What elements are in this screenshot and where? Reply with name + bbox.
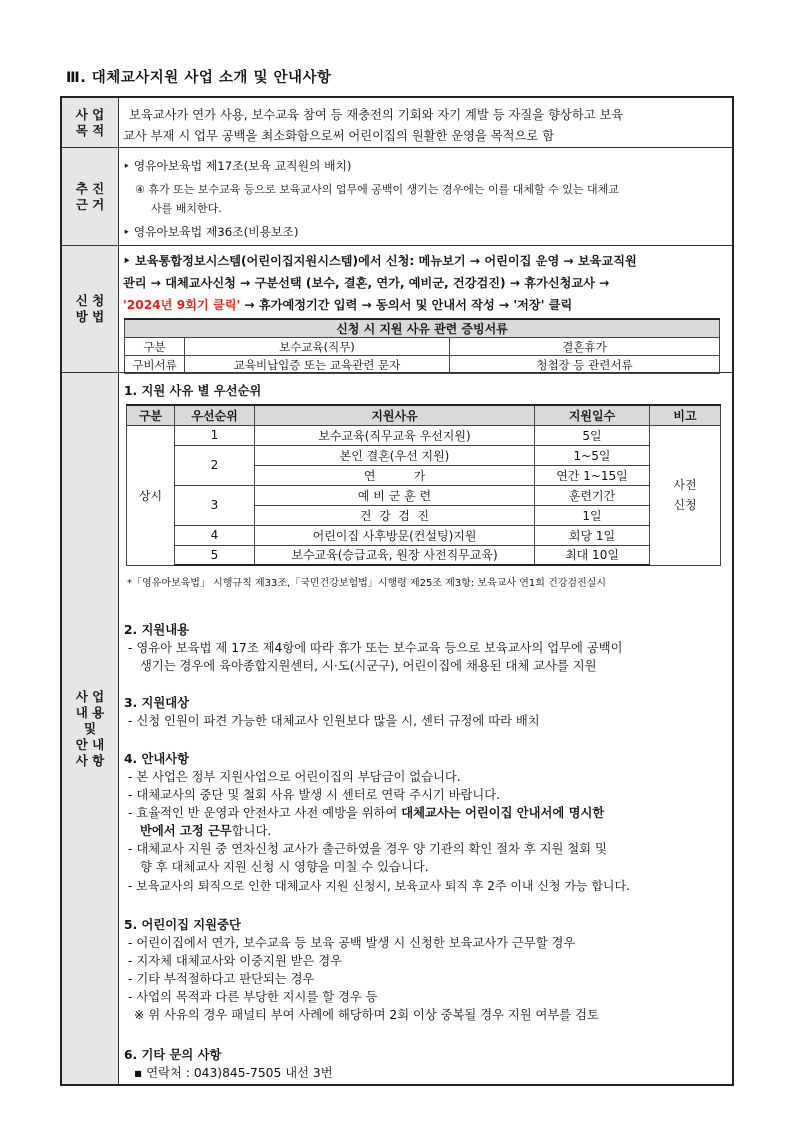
priority-days: 1~5일	[535, 445, 650, 465]
evidence-wedding-docs: 청첩장 등 관련서류	[450, 356, 720, 374]
priority-header-category: 구분	[127, 405, 175, 425]
priority-row	[127, 545, 721, 565]
section-4-line-2: - 대체교사의 중단 및 철회 사유 발생 시 센터로 연락 주시기 바랍니다.	[128, 788, 501, 802]
evidence-header-wedding: 결혼휴가	[450, 338, 720, 356]
row-purpose	[62, 98, 732, 148]
evidence-header-category: 구분	[125, 338, 185, 356]
section-5-line-1: - 어린이집에서 연가, 보수교육 등 보육 공백 발생 시 신청한 보육교사가 근무할 경우	[128, 936, 576, 950]
evidence-title: 신청 시 지원 사유 관련 증빙서류	[125, 319, 720, 338]
priority-remark: 사전 신청	[650, 425, 721, 565]
purpose-line-2: 교사 부재 시 업무 공백을 최소화함으로써 어린이집의 원활한 운영을 목적으로 함	[123, 129, 555, 143]
priority-row	[127, 425, 721, 445]
section-2-line-2: 생기는 경우에 육아종합지원센터, 시·도(시군구), 어린이집에 채용된 대체 교사를 지원	[140, 659, 597, 673]
method-line-2: 관리 → 대체교사신청 → 구분선택 (보수, 결혼, 연가, 예비군, 건강검진) → 휴가신청교사 →	[123, 276, 610, 290]
priority-row	[127, 525, 721, 545]
page-title: Ⅲ. 대체교사지원 사업 소개 및 안내사항	[66, 70, 332, 86]
method-line-3	[123, 296, 572, 313]
priority-reason: 연 가	[255, 465, 535, 485]
priority-row	[127, 445, 721, 465]
priority-reason: 건 강 검 진	[255, 505, 535, 525]
priority-days: 5일	[535, 425, 650, 445]
section-4-line-5: - 대체교사 지원 중 연차신청 교사가 출근하였을 경우 양 기관의 확인 절차 후 지원 철회 및	[128, 842, 607, 856]
section-6-title: 6. 기타 문의 사항	[124, 1048, 222, 1062]
section-4-line-3-bold: 대체교사는 어린이집 안내서에 명시한	[401, 806, 605, 820]
priority-rank: 3	[175, 485, 255, 525]
section-4-line-4	[140, 821, 271, 839]
priority-days: 1일	[535, 505, 650, 525]
priority-header-reason: 지원사유	[255, 405, 535, 425]
purpose-label: 사 업 목 적	[75, 106, 105, 138]
priority-days: 훈련기간	[535, 485, 650, 505]
evidence-header-training: 보수교육(직무)	[185, 338, 450, 356]
row-basis	[62, 148, 732, 246]
priority-reason: 보수교육(승급교육, 원장 사전직무교육)	[255, 545, 535, 565]
section-4-line-3	[128, 803, 604, 821]
section-5-line-4: - 사업의 목적과 다른 부당한 지시를 할 경우 등	[128, 990, 378, 1004]
priority-days: 회당 1일	[535, 525, 650, 545]
content-label-cell	[62, 373, 119, 1084]
section-2-title: 2. 지원내용	[124, 623, 190, 637]
priority-reason: 보수교육(직무교육 우선지원)	[255, 425, 535, 445]
section-5-title: 5. 어린이집 지원중단	[124, 918, 241, 932]
priority-header-days: 지원일수	[535, 405, 650, 425]
purpose-content	[119, 98, 732, 147]
basis-line-4: ‣ 영유아보육법 제36조(비용보조)	[123, 225, 299, 239]
section-1-title: 1. 지원 사유 별 우선순위	[124, 384, 262, 398]
priority-reason: 어린이집 사후방문(컨설팅)지원	[255, 525, 535, 545]
content-label: 사 업 내 용 및 안 내 사 항	[75, 688, 105, 768]
section-4-line-4-text: 합니다.	[231, 824, 272, 838]
evidence-table	[124, 318, 720, 374]
section-6-contact: ▪ 연락처 : 043)845-7505 내선 3번	[134, 1066, 333, 1080]
evidence-row-label: 구비서류	[125, 356, 185, 374]
priority-row	[127, 485, 721, 505]
section-4-line-6: 향 후 대체교사 지원 신청 시 영향을 미칠 수 있습니다.	[140, 860, 429, 874]
method-label-cell	[62, 246, 119, 372]
priority-rank: 1	[175, 425, 255, 445]
priority-reason: 본인 결혼(우선 지원)	[255, 445, 535, 465]
section-4-line-4-bold: 반에서 고정 근무	[140, 824, 232, 838]
method-line-3-rest: → 휴가예정기간 입력 → 동의서 및 안내서 작성 → '저장' 클릭	[240, 298, 573, 312]
priority-rank: 4	[175, 525, 255, 545]
method-highlight: '2024년 9회기 클릭'	[123, 298, 241, 312]
basis-line-2: ④ 휴가 또는 보수교육 등으로 보육교사의 업무에 공백이 생기는 경우에는 이를 대체할 수 있는 대체교	[135, 183, 619, 196]
basis-label-cell	[62, 148, 119, 245]
basis-line-3: 사를 배치한다.	[151, 202, 222, 215]
priority-header-remark: 비고	[650, 405, 721, 425]
section-5-line-3: - 기타 부적절하다고 판단되는 경우	[128, 972, 315, 986]
section-4-line-7: - 보육교사의 퇴직으로 인한 대체교사 지원 신청시, 보육교사 퇴직 후 2주 이내 신청 가능 합니다.	[128, 879, 630, 893]
method-line-1: ‣ 보육통합정보시스템(어린이집지원시스템)에서 신청: 메뉴보기 → 어린이집 운영 → 보육교직원	[123, 254, 637, 268]
section-5-line-2: - 지자체 대체교사와 이중지원 받은 경우	[128, 954, 343, 968]
section-3-title: 3. 지원대상	[124, 696, 190, 710]
section-2-line-1: - 영유아 보육법 제 17조 제4항에 따라 휴가 또는 보수교육 등으로 보육교사의 업무에 공백이	[128, 641, 623, 655]
section-4-line-3-text: - 효율적인 반 운영과 안전사고 사전 예방을 위하여	[128, 806, 402, 820]
priority-rank: 5	[175, 545, 255, 565]
section-4-line-1: - 본 사업은 정부 지원사업으로 어린이집의 부담금이 없습니다.	[128, 770, 461, 784]
purpose-line-1: 보육교사가 연가 사용, 보수교육 참여 등 재충전의 기회와 자기 계발 등 자질을 향상하고 보육	[129, 108, 624, 122]
priority-days: 연간 1~15일	[535, 465, 650, 485]
method-label: 신 청 방 법	[75, 293, 105, 324]
basis-line-1: ‣ 영유아보육법 제17조(보육 교직원의 배치)	[123, 159, 352, 173]
evidence-training-docs: 교육비납입증 또는 교육관련 문자	[185, 356, 450, 374]
section-5-line-5: ※ 위 사유의 경우 패널티 부여 사례에 해당하며 2회 이상 중복될 경우 지원 여부를 검토	[134, 1008, 599, 1022]
priority-rank: 2	[175, 445, 255, 485]
priority-category: 상시	[127, 425, 175, 565]
purpose-label-cell	[62, 98, 119, 147]
section-3-line-1: - 신청 인원이 파견 가능한 대체교사 인원보다 많을 시, 센터 규정에 따라 배치	[128, 714, 540, 728]
priority-days: 최대 10일	[535, 545, 650, 565]
priority-header-rank: 우선순위	[175, 405, 255, 425]
basis-content	[119, 148, 732, 245]
footnote: *「영유아보육법」 시행규칙 제33조,「국민건강보험법」시행령 제25조 제3항: 보육교사 연1회 건강검진실시	[127, 578, 607, 589]
basis-label: 추 진 근 거	[75, 180, 105, 212]
priority-table	[126, 404, 721, 566]
priority-reason: 예 비 군 훈 련	[255, 485, 535, 505]
section-4-title: 4. 안내사항	[124, 752, 190, 766]
